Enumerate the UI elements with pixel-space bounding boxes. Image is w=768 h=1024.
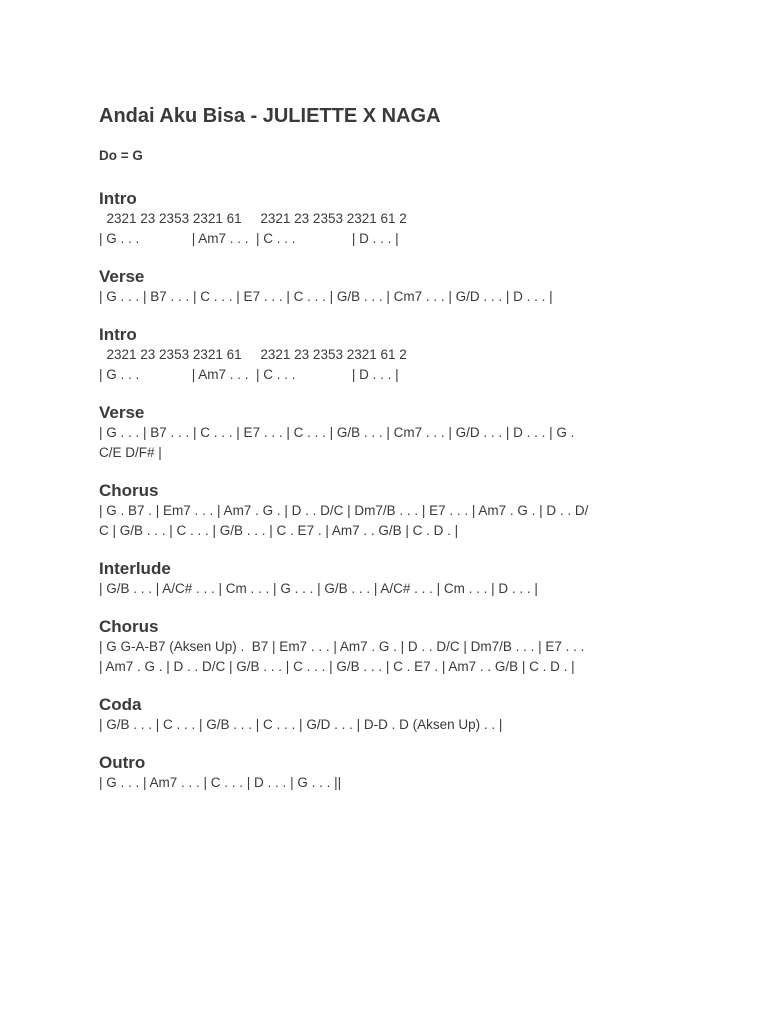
section-intro xyxy=(99,189,679,249)
section-heading: Coda xyxy=(99,695,142,714)
chord-sheet xyxy=(99,103,679,793)
section-heading: Chorus xyxy=(99,481,159,500)
chord-line: | G . B7 . | Em7 . . . | Am7 . G . | D . . D/C | Dm7/B . . . | E7 . . . | Am7 . G . | D . . D/ xyxy=(99,503,589,518)
section-heading: Intro xyxy=(99,189,137,208)
section-heading: Outro xyxy=(99,753,146,772)
section-chorus xyxy=(99,481,679,541)
chord-line: C/E D/F# | xyxy=(99,445,162,460)
chord-line: | G . . . | B7 . . . | C . . . | E7 . . . | C . . . | G/B . . . | Cm7 . . . | G/D . . . | D . . . | G . xyxy=(99,425,575,440)
section-heading: Chorus xyxy=(99,617,159,636)
chord-line: | G . . . | B7 . . . | C . . . | E7 . . . | C . . . | G/B . . . | Cm7 . . . | G/D . . . | D . . . | xyxy=(99,289,553,304)
section-coda xyxy=(99,695,679,735)
key-signature: Do = G xyxy=(99,148,143,163)
section-heading: Interlude xyxy=(99,559,171,578)
chord-line: | G . . . | Am7 . . . | C . . . | D . . . | xyxy=(99,367,399,382)
notation-line: 2321 23 2353 2321 61 2321 23 2353 2321 61 2 xyxy=(99,211,407,226)
section-heading: Verse xyxy=(99,403,145,422)
section-intro xyxy=(99,325,679,385)
notation-line: 2321 23 2353 2321 61 2321 23 2353 2321 61 2 xyxy=(99,347,407,362)
chord-line: | G . . . | Am7 . . . | C . . . | D . . . | G . . . || xyxy=(99,775,342,790)
chord-line: | G . . . | Am7 . . . | C . . . | D . . . | xyxy=(99,231,399,246)
chord-line: | G/B . . . | A/C# . . . | Cm . . . | G . . . | G/B . . . | A/C# . . . | Cm . . . | D . . . | xyxy=(99,581,538,596)
chord-line: | G/B . . . | C . . . | G/B . . . | C . . . | G/D . . . | D-D . D (Aksen Up) . . | xyxy=(99,717,503,732)
chord-line: | G G-A-B7 (Aksen Up) . B7 | Em7 . . . | Am7 . G . | D . . D/C | Dm7/B . . . | E7 . . . xyxy=(99,639,585,654)
song-title: Andai Aku Bisa - JULIETTE X NAGA xyxy=(99,105,441,127)
section-outro xyxy=(99,753,679,793)
section-interlude xyxy=(99,559,679,599)
section-chorus xyxy=(99,617,679,677)
section-heading: Verse xyxy=(99,267,145,286)
section-verse xyxy=(99,267,679,307)
chord-line: | Am7 . G . | D . . D/C | G/B . . . | C . . . | G/B . . . | C . E7 . | Am7 . . G/B | C . D . | xyxy=(99,659,575,674)
chord-line: C | G/B . . . | C . . . | G/B . . . | C . E7 . | Am7 . . G/B | C . D . | xyxy=(99,523,459,538)
section-heading: Intro xyxy=(99,325,137,344)
section-verse xyxy=(99,403,679,463)
